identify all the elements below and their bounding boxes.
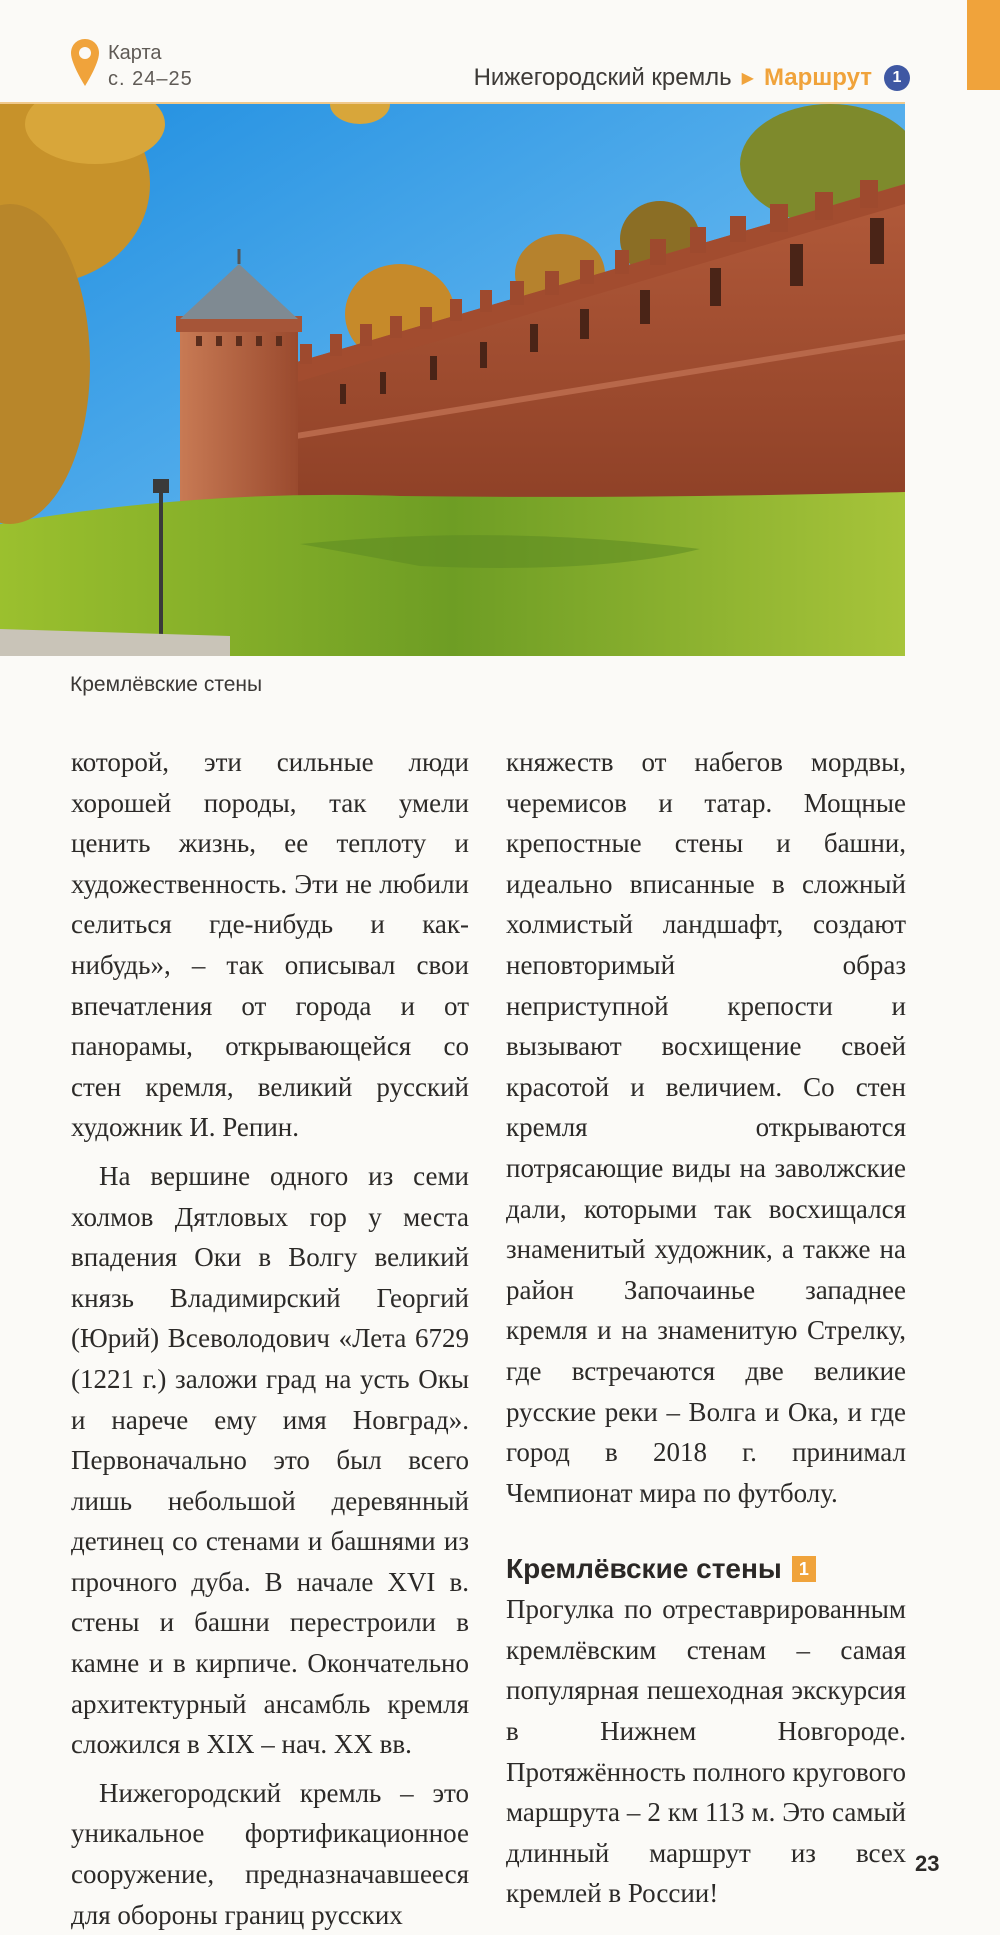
page-number: 23 xyxy=(915,1851,940,1876)
kremlin-walls-photo xyxy=(0,104,905,656)
text-column-left xyxy=(71,742,469,1935)
breadcrumb xyxy=(474,64,910,92)
breadcrumb-section: Нижегородский кремль xyxy=(473,64,732,91)
breadcrumb-current: Маршрут xyxy=(763,64,872,91)
section-heading xyxy=(506,1549,906,1589)
paragraph: Прогулка по отреставрированным кремлёвским стенам – самая популярная пешеходная экскурсия в Нижнем Новгороде. Протяжённость полного кругового маршрута – 2 км 113 м. Это самый длинный маршрут из всех кремлей в России! xyxy=(506,1594,906,1909)
paragraph: Нижегородский кремль – это уникальное фортификационное сооружение, предназначавшееся для обороны границ русских xyxy=(71,1777,469,1930)
chapter-tab xyxy=(967,0,1000,90)
map-pin-icon xyxy=(70,38,100,88)
paragraph: На вершине одного из семи холмов Дятловых гор у места впадения Оки в Волгу великий князь Владимирский Георгий (Юрий) Всеволодович «Лета 6729 (1221 г.) заложи град на усть Окы и нарече ему имя Новград». Первоначально это был всего лишь небольшой деревянный детинец со стенами и башнями из прочного дуба. В начале XVI в. стены и башни перестроили в камне и в кирпиче. Окончательно архитектурный ансамбль кремля сложился в XIX – нач. XX вв. xyxy=(71,1160,469,1760)
section-number-badge: 1 xyxy=(792,1556,816,1582)
map-label: Карта xyxy=(108,42,162,64)
text-column-right xyxy=(506,742,906,1914)
photo-caption: Кремлёвские стены xyxy=(70,673,263,696)
section-title: Кремлёвские стены xyxy=(506,1553,782,1585)
route-number-badge: 1 xyxy=(884,65,910,91)
breadcrumb-arrow-icon: ▶ xyxy=(741,70,754,87)
page-header xyxy=(70,38,910,98)
map-pages-ref: с. 24–25 xyxy=(108,68,193,90)
paragraph: княжеств от набегов мордвы, черемисов и татар. Мощные крепостные стены и башни, идеально вписанные в сложный холмистый ландшафт, создают неповторимый образ неприступной крепости и вызывают восхищение своей красотой и величием. Со стен кремля открываются потрясающие виды на заволжские дали, которыми так восхищался знаменитый художник, а также на район Започаинье западнее кремля и на знаменитую Стрелку, где встречаются две великие русские реки – Волга и Ока, и где город в 2018 г. принимал Чемпионат мира по футболу. xyxy=(506,747,906,1508)
paragraph: которой, эти сильные люди хорошей породы, так умели ценить жизнь, ее теплоту и художественность. Эти не любили селиться где-нибудь и как-нибудь», – так описывал свои впечатления от города и от панорамы, открывающейся со стен кремля, великий русский художник И. Репин. xyxy=(71,747,469,1143)
